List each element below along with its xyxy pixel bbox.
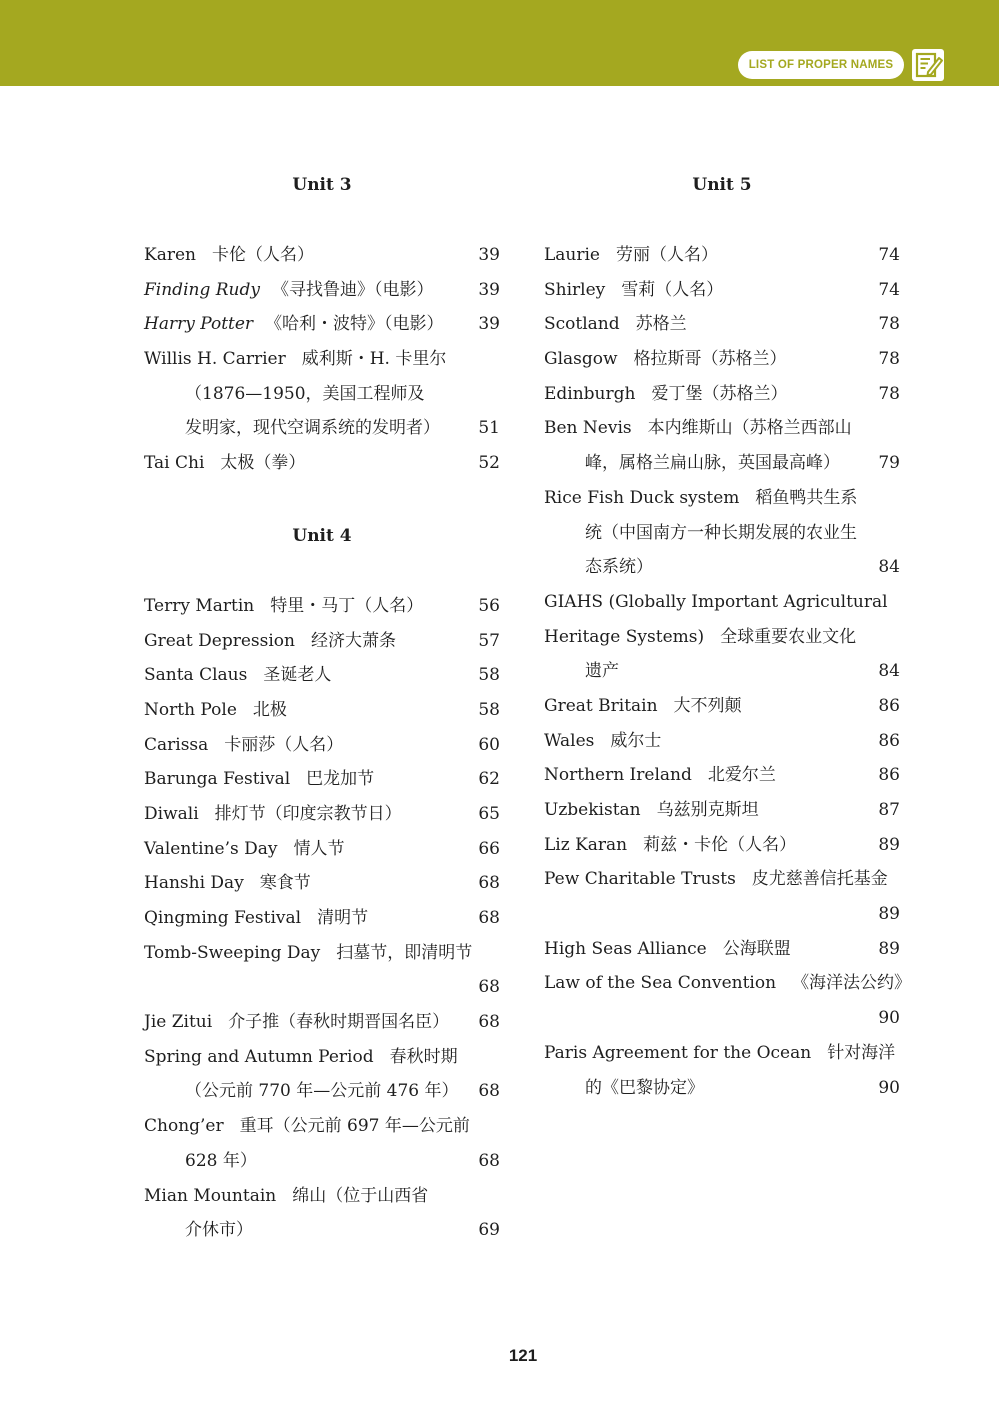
english-name: Tomb-Sweeping Day bbox=[144, 942, 321, 963]
chinese-name: 《寻找鲁迪》（电影） bbox=[271, 279, 434, 300]
page-reference: 68 bbox=[478, 1012, 500, 1033]
chinese-name: 莉兹・卡伦（人名） bbox=[643, 834, 797, 855]
page-reference: 87 bbox=[878, 800, 900, 820]
english-name: Spring and Autumn Period bbox=[144, 1046, 374, 1067]
page-reference: 60 bbox=[478, 734, 500, 755]
entry-line bbox=[544, 1036, 900, 1071]
entry-line bbox=[144, 238, 500, 273]
list-item bbox=[544, 342, 900, 377]
entry-line bbox=[144, 797, 500, 832]
list-item bbox=[544, 862, 900, 931]
entry-line bbox=[544, 862, 900, 897]
entry-line bbox=[144, 693, 500, 728]
entry-line bbox=[144, 832, 500, 867]
english-name: Diwali bbox=[144, 803, 199, 824]
heading-spacer bbox=[144, 551, 500, 589]
page-reference: 86 bbox=[878, 695, 900, 716]
english-name: GIAHS (Globally Important Agricultural bbox=[544, 591, 888, 612]
page-reference: 68 bbox=[478, 873, 500, 894]
page-reference: 74 bbox=[878, 279, 900, 300]
page-reference: 84 bbox=[878, 557, 900, 578]
list-item bbox=[544, 481, 900, 585]
list-item bbox=[544, 966, 912, 1035]
entry-line bbox=[144, 728, 500, 763]
entry-line bbox=[144, 411, 500, 446]
chinese-name: 统（中国南方一种长期发展的农业生 bbox=[585, 522, 857, 543]
english-name: Terry Martin bbox=[144, 595, 255, 616]
chinese-name: 北爱尔兰 bbox=[707, 765, 776, 786]
page-reference: 74 bbox=[878, 245, 900, 265]
entry-line bbox=[544, 828, 900, 863]
chinese-name: 发明家，现代空调系统的发明者） bbox=[185, 418, 440, 439]
list-item bbox=[144, 1179, 500, 1248]
entry-line bbox=[144, 377, 500, 412]
entry-line bbox=[544, 481, 900, 516]
entry-line bbox=[144, 1213, 500, 1248]
entry-line bbox=[544, 932, 900, 967]
page-reference: 68 bbox=[478, 977, 500, 998]
chinese-name: 爱丁堡（苏格兰） bbox=[651, 383, 788, 404]
list-item bbox=[144, 832, 500, 867]
entry-line bbox=[144, 1179, 500, 1214]
chinese-name: 春秋时期 bbox=[389, 1046, 458, 1067]
english-name: Uzbekistan bbox=[544, 800, 641, 820]
list-item bbox=[144, 693, 500, 728]
english-name: Finding Rudy bbox=[144, 279, 260, 300]
english-name: Rice Fish Duck system bbox=[544, 487, 740, 508]
page-reference: 52 bbox=[478, 453, 500, 474]
entry-line bbox=[544, 758, 900, 793]
page-reference: 39 bbox=[478, 314, 500, 335]
list-item bbox=[144, 658, 500, 693]
chinese-name: 628 年） bbox=[185, 1150, 257, 1171]
page-reference: 86 bbox=[878, 730, 900, 751]
heading-spacer bbox=[144, 200, 500, 238]
entry-line bbox=[544, 307, 900, 342]
chinese-name: 圣诞老人 bbox=[263, 665, 332, 686]
chinese-name: 遗产 bbox=[585, 661, 619, 682]
list-item bbox=[144, 901, 500, 936]
chinese-name: 绵山（位于山西省 bbox=[292, 1185, 429, 1206]
entry-line bbox=[544, 897, 900, 932]
english-name: Willis H. Carrier bbox=[144, 349, 286, 370]
list-item bbox=[544, 377, 900, 412]
heading-spacer bbox=[544, 200, 900, 238]
chinese-name: 大不列颠 bbox=[673, 695, 742, 716]
entry-line bbox=[544, 966, 912, 1001]
entry-line bbox=[544, 620, 900, 655]
list-item bbox=[544, 724, 900, 759]
english-name: Northern Ireland bbox=[544, 765, 692, 786]
page-reference: 86 bbox=[878, 765, 900, 786]
list-item bbox=[144, 728, 500, 763]
chinese-name: 威尔士 bbox=[610, 730, 662, 751]
english-name: Liz Karan bbox=[544, 834, 628, 855]
entry-line bbox=[144, 342, 500, 377]
english-name: High Seas Alliance bbox=[544, 938, 707, 959]
chinese-name: 乌兹别克斯坦 bbox=[656, 800, 759, 820]
list-item bbox=[144, 762, 500, 797]
chinese-name: 全球重要农业文化 bbox=[720, 626, 857, 647]
left-column bbox=[144, 170, 500, 1248]
english-name: Barunga Festival bbox=[144, 769, 291, 790]
list-item bbox=[144, 936, 500, 1005]
english-name: Heritage Systems) bbox=[544, 626, 705, 647]
page-reference: 84 bbox=[878, 661, 900, 682]
list-item bbox=[144, 273, 500, 308]
page-reference: 90 bbox=[878, 1008, 900, 1029]
page-reference: 58 bbox=[478, 665, 500, 686]
page-reference: 69 bbox=[478, 1220, 500, 1241]
english-name: Pew Charitable Trusts bbox=[544, 869, 736, 890]
entry-line bbox=[544, 238, 900, 273]
chinese-name: 情人节 bbox=[293, 838, 345, 859]
english-name: Paris Agreement for the Ocean bbox=[544, 1042, 812, 1063]
entry-line bbox=[144, 1074, 500, 1109]
english-name: Carissa bbox=[144, 734, 209, 755]
page-reference: 39 bbox=[478, 279, 500, 300]
chinese-name: 寒食节 bbox=[259, 873, 311, 894]
list-item bbox=[544, 689, 900, 724]
chinese-name: 介休市） bbox=[185, 1220, 253, 1241]
entry-line bbox=[144, 589, 500, 624]
english-name: Harry Potter bbox=[144, 314, 254, 335]
chinese-name: 特里・马丁（人名） bbox=[270, 595, 424, 616]
entry-line bbox=[144, 936, 500, 971]
page-reference: 65 bbox=[478, 803, 500, 824]
chinese-name: 卡伦（人名） bbox=[211, 245, 314, 265]
page-reference: 89 bbox=[878, 938, 900, 959]
english-name: Hanshi Day bbox=[144, 873, 244, 894]
english-name: Jie Zitui bbox=[144, 1012, 213, 1033]
chinese-name: 格拉斯哥（苏格兰） bbox=[633, 349, 787, 370]
entry-line bbox=[144, 901, 500, 936]
chinese-name: 介子推（春秋时期晋国名臣） bbox=[228, 1012, 450, 1033]
entry-line bbox=[544, 516, 900, 551]
entry-line bbox=[544, 411, 900, 446]
page-reference: 68 bbox=[478, 908, 500, 928]
chinese-name: 《哈利・波特》（电影） bbox=[265, 314, 444, 335]
english-name: Edinburgh bbox=[544, 383, 636, 404]
chinese-name: 清明节 bbox=[317, 908, 369, 928]
entry-line bbox=[144, 624, 500, 659]
list-item bbox=[544, 758, 900, 793]
list-item bbox=[144, 1109, 500, 1178]
entry-line bbox=[544, 446, 900, 481]
entry-line bbox=[144, 1005, 500, 1040]
chinese-name: 稻鱼鸭共生系 bbox=[755, 487, 858, 508]
chinese-name: 雪莉（人名） bbox=[621, 279, 724, 300]
entry-line bbox=[144, 446, 500, 481]
list-item bbox=[144, 342, 500, 446]
chinese-name: 本内维斯山（苏格兰西部山 bbox=[647, 418, 852, 439]
list-item bbox=[544, 828, 900, 863]
list-item bbox=[144, 446, 500, 481]
chinese-name: 排灯节（印度宗教节日） bbox=[214, 803, 402, 824]
page-reference: 56 bbox=[478, 595, 500, 616]
list-item bbox=[144, 624, 500, 659]
section-gap bbox=[144, 481, 500, 521]
page-reference: 90 bbox=[878, 1077, 900, 1098]
english-name: Great Britain bbox=[544, 695, 658, 716]
page-reference: 39 bbox=[478, 245, 500, 265]
entry-line bbox=[144, 1040, 500, 1075]
entry-line bbox=[544, 689, 900, 724]
list-item bbox=[544, 238, 900, 273]
entry-line bbox=[544, 654, 900, 689]
entry-line bbox=[144, 866, 500, 901]
english-name: Tai Chi bbox=[144, 453, 205, 474]
list-item bbox=[144, 307, 500, 342]
english-name: Shirley bbox=[544, 279, 606, 300]
list-item bbox=[144, 238, 500, 273]
english-name: Great Depression bbox=[144, 630, 295, 651]
list-item bbox=[544, 585, 900, 689]
chinese-name: 重耳（公元前 697 年—公元前 bbox=[239, 1116, 470, 1137]
section-label: LIST OF PROPER NAMES bbox=[748, 59, 894, 71]
page-reference: 68 bbox=[478, 1150, 500, 1171]
chinese-name: 北极 bbox=[252, 699, 287, 720]
page-reference: 79 bbox=[878, 453, 900, 474]
list-item bbox=[144, 797, 500, 832]
english-name: North Pole bbox=[144, 699, 237, 720]
page-reference: 89 bbox=[878, 904, 900, 925]
chinese-name: 太极（拳） bbox=[220, 453, 306, 474]
list-item bbox=[144, 589, 500, 624]
page-reference: 78 bbox=[878, 349, 900, 370]
chinese-name: 经济大萧条 bbox=[310, 630, 396, 651]
entry-line bbox=[544, 585, 900, 620]
english-name: Wales bbox=[544, 730, 595, 751]
page-reference: 89 bbox=[878, 834, 900, 855]
page-reference: 68 bbox=[478, 1081, 500, 1102]
notebook-pen-icon bbox=[910, 47, 946, 83]
chinese-name: （公元前 770 年—公元前 476 年） bbox=[185, 1081, 459, 1102]
entry-line bbox=[544, 550, 900, 585]
english-name: Scotland bbox=[544, 314, 620, 335]
english-name: Laurie bbox=[544, 245, 600, 265]
entry-line bbox=[544, 1001, 900, 1036]
entry-line bbox=[544, 377, 900, 412]
entry-line bbox=[544, 724, 900, 759]
english-name: Chong’er bbox=[144, 1116, 224, 1137]
unit-heading: Unit 4 bbox=[292, 525, 352, 546]
chinese-name: 皮尤慈善信托基金 bbox=[751, 869, 888, 890]
chinese-name: 巴龙加节 bbox=[306, 769, 375, 790]
english-name: Law of the Sea Convention bbox=[544, 973, 777, 994]
page-reference: 51 bbox=[478, 418, 500, 439]
entry-line bbox=[544, 793, 900, 828]
english-name: Qingming Festival bbox=[144, 908, 302, 928]
entry-line bbox=[144, 658, 500, 693]
chinese-name: 扫墓节，即清明节 bbox=[336, 942, 473, 963]
entry-line bbox=[544, 1071, 900, 1106]
page-reference: 62 bbox=[478, 769, 500, 790]
list-item bbox=[544, 273, 900, 308]
chinese-name: 卡丽莎（人名） bbox=[224, 734, 344, 755]
chinese-name: 公海联盟 bbox=[722, 938, 791, 959]
english-name: Ben Nevis bbox=[544, 418, 632, 439]
chinese-name: 苏格兰 bbox=[635, 314, 687, 335]
english-name: Karen bbox=[144, 245, 196, 265]
entry-line bbox=[544, 273, 900, 308]
list-item bbox=[544, 932, 900, 967]
list-item bbox=[144, 866, 500, 901]
section-label-pill bbox=[738, 51, 904, 79]
page-reference: 78 bbox=[878, 314, 900, 335]
entry-line bbox=[144, 1144, 500, 1179]
chinese-name: 态系统） bbox=[585, 557, 653, 578]
entry-line bbox=[544, 342, 900, 377]
english-name: Mian Mountain bbox=[144, 1185, 277, 1206]
chinese-name: 威利斯・H. 卡里尔 bbox=[301, 349, 447, 370]
page-number: 121 bbox=[508, 1346, 538, 1365]
entry-line bbox=[144, 273, 500, 308]
page-reference: 57 bbox=[478, 630, 500, 651]
english-name: Santa Claus bbox=[144, 665, 248, 686]
chinese-name: 针对海洋 bbox=[827, 1042, 896, 1063]
english-name: Valentine’s Day bbox=[144, 838, 278, 859]
entry-line bbox=[144, 307, 500, 342]
list-item bbox=[144, 1040, 500, 1109]
list-item bbox=[544, 1036, 900, 1105]
entry-line bbox=[144, 970, 500, 1005]
chinese-name: 劳丽（人名） bbox=[616, 245, 718, 265]
english-name: Glasgow bbox=[544, 349, 618, 370]
chinese-name: 《海洋法公约》 bbox=[792, 973, 912, 994]
list-item bbox=[544, 793, 900, 828]
page-reference: 66 bbox=[478, 838, 500, 859]
unit-heading: Unit 5 bbox=[692, 175, 752, 195]
entry-line bbox=[144, 1109, 500, 1144]
right-column bbox=[544, 170, 912, 1105]
chinese-name: 峰，属格兰扁山脉，英国最高峰） bbox=[585, 453, 840, 474]
page-reference: 78 bbox=[878, 383, 900, 404]
unit-heading: Unit 3 bbox=[292, 175, 352, 195]
list-item bbox=[144, 1005, 500, 1040]
list-item bbox=[544, 307, 900, 342]
list-item bbox=[544, 411, 900, 480]
chinese-name: （1876—1950，美国工程师及 bbox=[185, 383, 425, 404]
chinese-name: 的《巴黎协定》 bbox=[585, 1077, 704, 1098]
entry-line bbox=[144, 762, 500, 797]
page-reference: 58 bbox=[478, 699, 500, 720]
